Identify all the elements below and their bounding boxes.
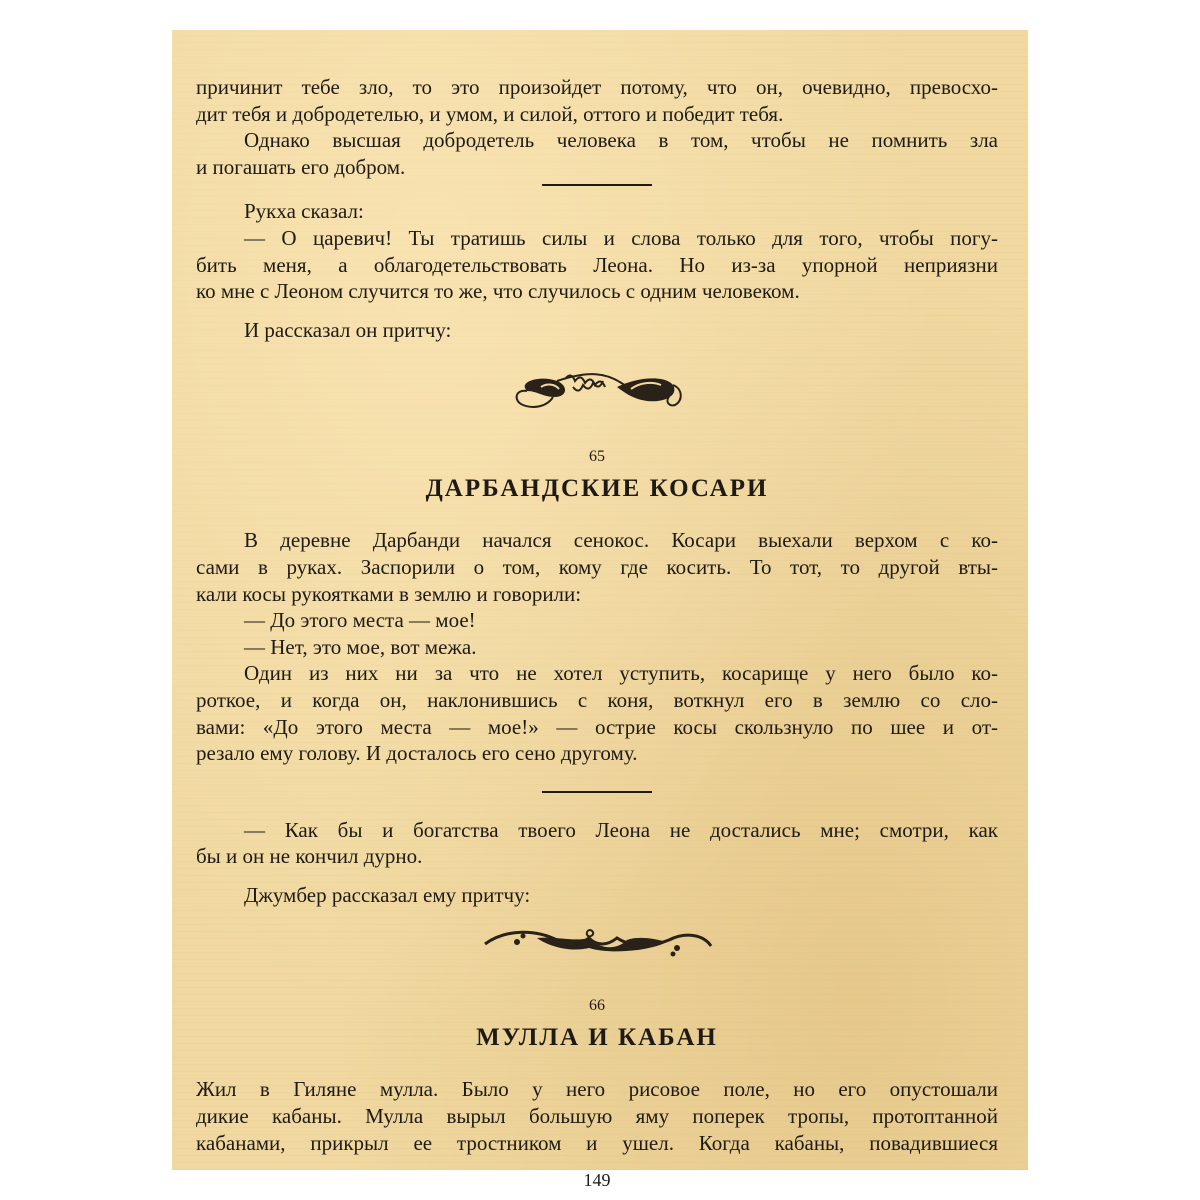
text-line: дит тебя и добродетелью, и умом, и силой, оттого и победит тебя. — [196, 101, 784, 126]
text-line: и погашать его добром. — [196, 154, 406, 179]
text-line: — Как бы и богатства твоего Леона не достались мне; смотри, как — [244, 817, 998, 842]
text-line: ко мне с Леоном случится то же, что случилось с одним человеком. — [196, 279, 800, 304]
book-page — [172, 30, 1028, 1191]
text-line: кабанами, прикрыл ее тростником и ушел. Когда кабаны, повадившиеся — [196, 1130, 998, 1155]
text-line: роткое, и когда он, наклонившись с коня, воткнул его в землю со сло- — [196, 687, 998, 712]
text-line: Рукха сказал: — [244, 199, 364, 224]
text-line: Однако высшая добродетель человека в том, чтобы не помнить зла — [244, 128, 998, 153]
text-line: бить меня, а облагодетельствовать Леона. Но из-за упорной неприязни — [196, 252, 998, 277]
story-number: 66 — [589, 997, 605, 1015]
text-line: — До этого места — мое! — [244, 608, 476, 633]
text-line: бы и он не кончил дурно. — [196, 844, 423, 869]
story-number: 65 — [589, 448, 605, 466]
text-line: И рассказал он притчу: — [244, 317, 452, 342]
text-line: — Нет, это мое, вот межа. — [244, 634, 477, 659]
text-line: Один из них ни за что не хотел уступить, косарище у него было ко- — [244, 661, 998, 686]
page-number: 149 — [583, 1170, 611, 1191]
text-line: Джумбер рассказал ему притчу: — [244, 882, 531, 907]
text-line: сами в руках. Заспорили о том, кому где косить. То тот, то другой вты- — [196, 554, 998, 579]
text-line: дикие кабаны. Мулла вырыл большую яму поперек тропы, протоптанной — [196, 1104, 998, 1129]
section-divider-rule — [542, 791, 652, 793]
text-line: вами: «До этого места — мое!» — острие косы скользнуло по шее и от- — [196, 714, 998, 739]
text-line: — О царевич! Ты тратишь силы и слова только для того, чтобы погу- — [244, 225, 998, 250]
text-line: причинит тебе зло, то это произойдет потому, что он, очевидно, превосхо- — [196, 75, 998, 99]
story-title: МУЛЛА И КАБАН — [476, 1024, 718, 1052]
ornament-vignette — [497, 361, 697, 425]
story-title: ДАРБАНДСКИЕ КОСАРИ — [425, 475, 769, 503]
ornament-vignette — [477, 922, 717, 962]
text-line: резало ему голову. И досталось его сено другому. — [196, 741, 638, 766]
section-divider-rule — [542, 184, 652, 186]
text-line: В деревне Дарбанди начался сенокос. Косари выехали верхом с ко- — [244, 528, 998, 553]
text-line: кали косы рукоятками в землю и говорили: — [196, 581, 582, 606]
text-line: Жил в Гиляне мулла. Было у него рисовое поле, но его опустошали — [196, 1077, 998, 1102]
